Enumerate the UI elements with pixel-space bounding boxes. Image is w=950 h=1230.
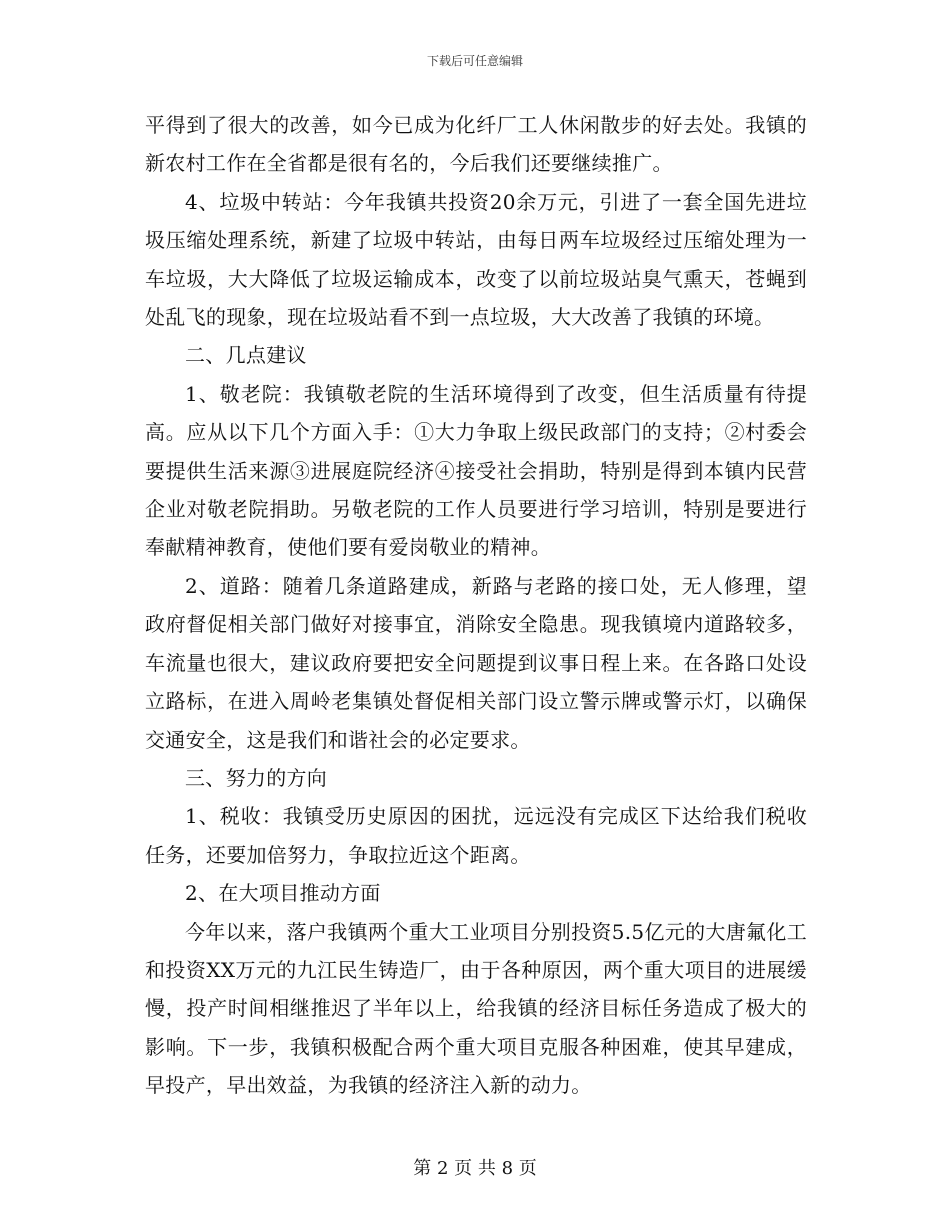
footer-page-word: 页 bbox=[454, 1158, 473, 1179]
document-body bbox=[145, 106, 807, 1105]
header-text: 下载后可任意编辑 bbox=[426, 54, 523, 68]
footer-total-pages: 8 bbox=[501, 1158, 514, 1179]
page-footer bbox=[0, 1154, 950, 1180]
footer-total-word: 共 bbox=[477, 1158, 496, 1179]
footer-prefix: 第 bbox=[413, 1158, 432, 1179]
paragraph-continuation: 平得到了很大的改善，如今已成为化纤厂工人休闲散步的好去处。我镇的新农村工作在全省都是很有名的，今后我们还要继续推广。 bbox=[145, 113, 807, 176]
paragraph-nursing-home: 1、敬老院：我镇敬老院的生活环境得到了改变，但生活质量有待提高。应从以下几个方面入手：①大力争取上级民政部门的支持；②村委会要提供生活来源③进展庭院经济④接受社会捐助，特别是得到本镇内民营企业对敬老院捐助。另敬老院的工作人员要进行学习培训，特别是要进行奉献精神教育，使他们要有爱岗敬业的精神。 bbox=[145, 381, 807, 560]
paragraph-major-projects: 今年以来，落户我镇两个重大工业项目分别投资5.5亿元的大唐氟化工和投资XX万元的九江民生铸造厂，由于各种原因，两个重大项目的进展缓慢，投产时间相继推迟了半年以上，给我镇的经济目标任务造成了极大的影响。下一步，我镇积极配合两个重大项目克服各种困难，使其早建成，早投产，早出效益，为我镇的经济注入新的动力。 bbox=[145, 919, 807, 1098]
subheading-major-projects: 2、在大项目推动方面 bbox=[185, 881, 381, 906]
paragraph-garbage-station: 4、垃圾中转站：今年我镇共投资20余万元，引进了一套全国先进垃圾压缩处理系统，新建了垃圾中转站，由每日两车垃圾经过压缩处理为一车垃圾，大大降低了垃圾运输成本，改变了以前垃圾站臭气熏天，苍蝇到处乱飞的现象，现在垃圾站看不到一点垃圾，大大改善了我镇的环境。 bbox=[145, 189, 807, 330]
paragraph-taxation: 1、税收：我镇受历史原因的困扰，远远没有完成区下达给我们税收任务，还要加倍努力，争取拉近这个距离。 bbox=[145, 804, 807, 867]
section-heading-suggestions: 二、几点建议 bbox=[185, 343, 307, 368]
footer-suffix: 页 bbox=[518, 1158, 537, 1179]
page-header bbox=[0, 52, 950, 69]
paragraph-roads: 2、道路：随着几条道路建成，新路与老路的接口处，无人修理，望政府督促相关部门做好对接事宜，消除安全隐患。现我镇境内道路较多，车流量也很大，建议政府要把安全问题提到议事日程上来。在各路口处设立路标，在进入周岭老集镇处督促相关部门设立警示牌或警示灯，以确保交通安全，这是我们和谐社会的必定要求。 bbox=[145, 573, 807, 752]
footer-current-page: 2 bbox=[436, 1158, 449, 1179]
section-heading-direction: 三、努力的方向 bbox=[185, 765, 328, 790]
